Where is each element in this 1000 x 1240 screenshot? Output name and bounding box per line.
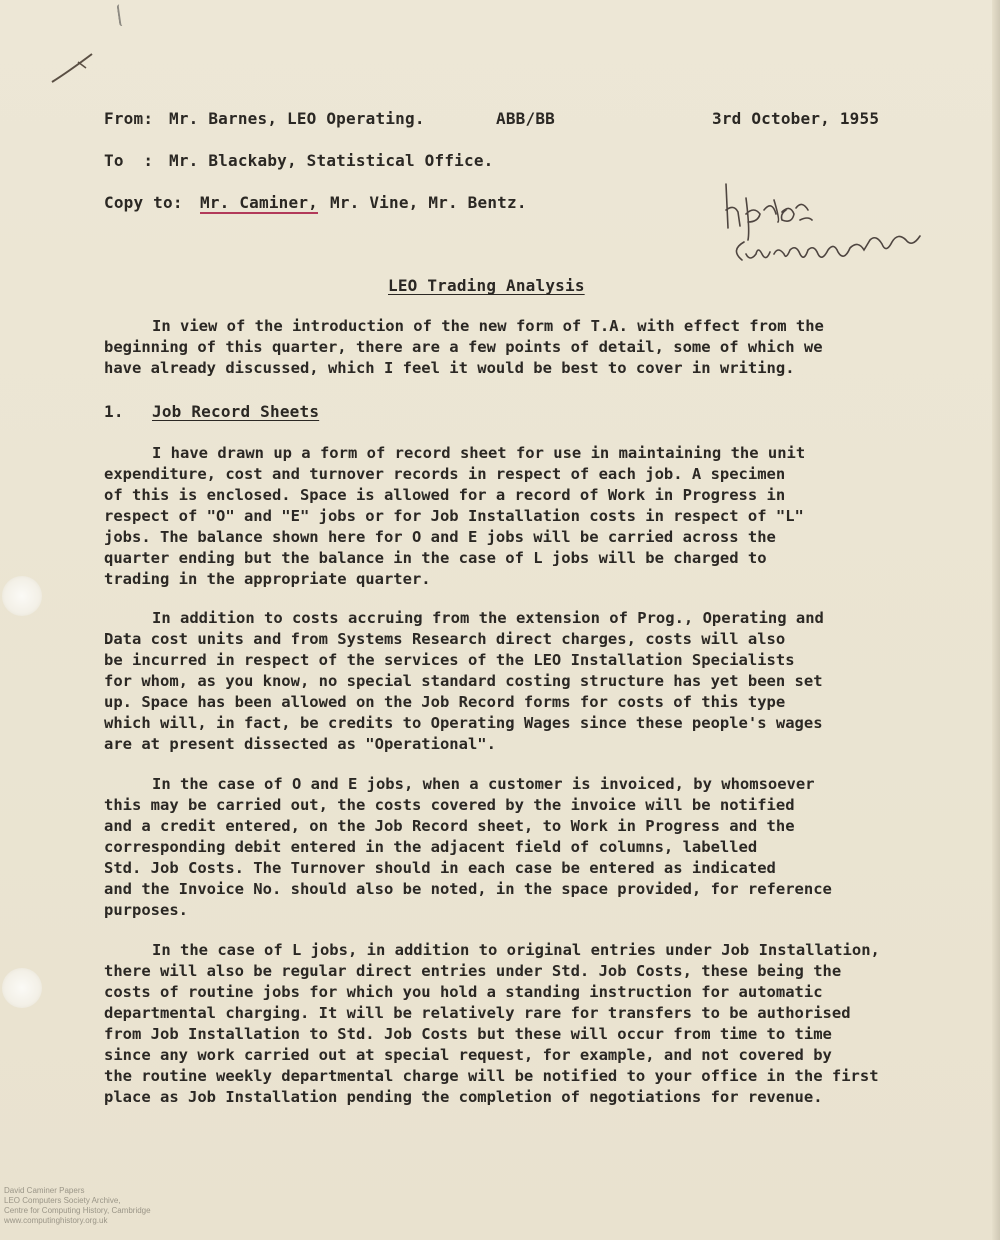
paragraph-line: In the case of O and E jobs, when a customer is invoiced, by whomsoever	[152, 775, 815, 793]
body-paragraph-2	[104, 608, 824, 755]
reference-code: ABB/BB	[496, 109, 555, 128]
paragraph-line: trading in the appropriate quarter.	[104, 570, 431, 588]
document-title: LEO Trading Analysis	[388, 276, 585, 295]
intro-paragraph	[104, 316, 824, 379]
paragraph-line: which will, in fact, be credits to Operating Wages since these people's wages	[104, 714, 823, 732]
intro-line: have already discussed, which I feel it would be best to cover in writing.	[104, 359, 795, 377]
paragraph-line: corresponding debit entered in the adjacent field of columns, labelled	[104, 838, 758, 856]
copy-recipients-other: Mr. Vine, Mr. Bentz.	[330, 193, 527, 212]
body-paragraph-4	[104, 940, 880, 1108]
paragraph-line: up. Space has been allowed on the Job Record forms for costs of this type	[104, 693, 786, 711]
paragraph-line: from Job Installation to Std. Job Costs but these will occur from time to time	[104, 1025, 832, 1043]
paragraph-line: expenditure, cost and turnover records in respect of each job. A specimen	[104, 465, 786, 483]
paragraph-line: for whom, as you know, no special standard costing structure has yet been set	[104, 672, 823, 690]
body-paragraph-1	[104, 443, 805, 590]
paragraph-line: quarter ending but the balance in the case of L jobs will be charged to	[104, 549, 767, 567]
paragraph-line: of this is enclosed. Space is allowed for a record of Work in Progress in	[104, 486, 786, 504]
from-value: Mr. Barnes, LEO Operating.	[169, 109, 425, 128]
paragraph-line: Data cost units and from Systems Research direct charges, costs will also	[104, 630, 786, 648]
paragraph-line: and the Invoice No. should also be noted, in the space provided, for reference	[104, 880, 832, 898]
copy-recipient-caminer: Mr. Caminer,	[200, 193, 318, 212]
paragraph-line: I have drawn up a form of record sheet for use in maintaining the unit	[152, 444, 806, 462]
paragraph-line: this may be carried out, the costs covered by the invoice will be notified	[104, 796, 795, 814]
page-edge-shadow	[992, 0, 1000, 1240]
archive-stamp-line: LEO Computers Society Archive,	[4, 1196, 121, 1205]
paragraph-line: jobs. The balance shown here for O and E jobs will be carried across the	[104, 528, 776, 546]
archive-stamp	[4, 1186, 151, 1226]
archive-stamp-line: Centre for Computing History, Cambridge	[4, 1206, 151, 1215]
paragraph-line: purposes.	[104, 901, 188, 919]
paragraph-line: costs of routine jobs for which you hold a standing instruction for automatic	[104, 983, 823, 1001]
memo-date: 3rd October, 1955	[712, 109, 880, 128]
pencil-mark-icon	[48, 48, 98, 88]
paragraph-line: there will also be regular direct entries under Std. Job Costs, these being the	[104, 962, 842, 980]
section-heading: Job Record Sheets	[152, 402, 320, 421]
paragraph-line: Std. Job Costs. The Turnover should in each case be entered as indicated	[104, 859, 776, 877]
from-label: From:	[104, 109, 154, 128]
archive-stamp-line: David Caminer Papers	[4, 1186, 85, 1195]
paragraph-line: departmental charging. It will be relatively rare for transfers to be authorised	[104, 1004, 851, 1022]
handwritten-annotation	[720, 170, 930, 280]
intro-line: beginning of this quarter, there are a few points of detail, some of which we	[104, 338, 823, 356]
paragraph-line: be incurred in respect of the services of the LEO Installation Specialists	[104, 651, 795, 669]
to-label: To :	[104, 151, 154, 170]
intro-line: In view of the introduction of the new form of T.A. with effect from the	[152, 317, 824, 335]
paragraph-line: In the case of L jobs, in addition to original entries under Job Installation,	[152, 941, 880, 959]
punch-hole-lower	[2, 968, 42, 1008]
paragraph-line: In addition to costs accruing from the extension of Prog., Operating and	[152, 609, 824, 627]
section-number: 1.	[104, 402, 124, 421]
paragraph-line: place as Job Installation pending the completion of negotiations for revenue.	[104, 1088, 823, 1106]
copy-label: Copy to:	[104, 193, 183, 212]
body-paragraph-3	[104, 774, 832, 921]
to-value: Mr. Blackaby, Statistical Office.	[169, 151, 494, 170]
paragraph-line: respect of "O" and "E" jobs or for Job Installation costs in respect of "L"	[104, 507, 804, 525]
archive-stamp-line: www.computinghistory.org.uk	[4, 1216, 108, 1225]
paragraph-line: are at present dissected as "Operational".	[104, 735, 496, 753]
punch-hole-upper	[2, 576, 42, 616]
paragraph-line: since any work carried out at special request, for example, and not covered by	[104, 1046, 832, 1064]
staple-mark	[117, 4, 128, 27]
paragraph-line: and a credit entered, on the Job Record sheet, to Work in Progress and the	[104, 817, 795, 835]
paragraph-line: the routine weekly departmental charge will be notified to your office in the first	[104, 1067, 879, 1085]
